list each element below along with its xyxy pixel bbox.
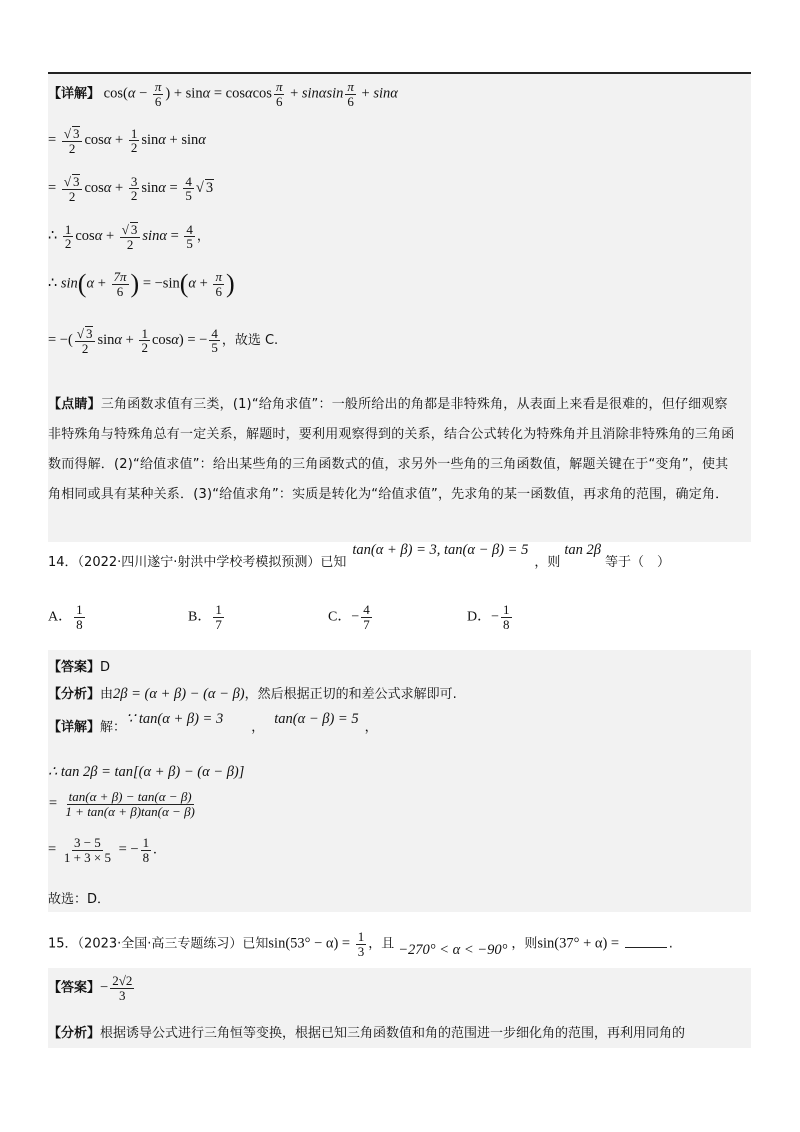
question-15-stem: 15．（2023·全国·高三专题练习）已知sin(53° − α) = $\frac{1}{3}$ ，且 −270° < α < −90° ，则sin(37° + α) = . [48, 929, 673, 959]
option-d[interactable]: D．− $\frac{1}{8}$ [467, 602, 510, 632]
question-14-stem: 14．（2022·四川遂宁·射洪中学校考模拟预测）已知tan(α + β) = 3, tan(α − β) = 5，则tan 2β等于（ ） [48, 542, 671, 570]
detail-line-6: = −( $\frac{√ 3}{2}$ sinα + $\frac{1}{2}$ cosα) = − $\frac{4}{5}$ ，故选 C. [48, 325, 279, 356]
question-source: （2022·四川遂宁·射洪中学校考模拟预测）已知 [77, 555, 347, 570]
key-point-label: 【点睛】 [48, 397, 101, 412]
conclusion-line: 故选：D． [48, 892, 111, 907]
question-source: （2023·全国·高三专题练习）已知 [77, 936, 269, 952]
solution-13-block [48, 74, 751, 542]
option-a[interactable]: A． $\frac{1}{8}$ [48, 602, 83, 632]
answer-blank[interactable] [625, 935, 667, 948]
analysis-line: 【分析】根据诱导公式进行三角恒等变换，根据已知三角函数值和角的范围进一步细化角的范围，再利用同角的 [48, 1026, 686, 1041]
answer-value: D [100, 660, 111, 675]
key-point-paragraph [48, 390, 738, 510]
analysis-line: 【分析】由2β = (α + β) − (α − β)，然后根据正切的和差公式求解即可. [48, 686, 457, 702]
detail-line-5: ∴ sin(α + $\frac{7\pi}{6}$ ) = −sin(α + $\frac{\pi}{6}$ ) [48, 269, 235, 299]
step-1: ∴ tan 2β = tan[(α + β) − (α − β)] [48, 764, 245, 780]
step-3: = $\frac{3 - 5}{1 + 3 \times 5}$ = − $\frac{1}{8}$ . [48, 835, 157, 865]
question-target: tan 2β [564, 542, 601, 558]
solution-14-block [48, 650, 751, 912]
question-condition: tan(α + β) = 3, tan(α − β) = 5 [352, 542, 529, 558]
key-point-text: 三角函数求值有三类，(1)“给角求值”：一般所给出的角都是非特殊角，从表面上来看是很难的，但仔细观察非特殊角与特殊角总有一定关系，解题时，要利用观察得到的关系，结合公式转化为特殊角并且消除非特殊角的三角函数而得解．(2)“给值求值”：给出某些角的三角函数式的值，求另外一些角的三角函数值，解题关键在于“变角”，使其角相同或具有某种关系．(3)“给值求角”：实质是转化为“给值求值”，先求角的某一函数值，再求角的范围，确定角． [48, 397, 735, 502]
solution-15-block [48, 968, 751, 1048]
question-number: 15． [48, 936, 78, 952]
step-2: = $\frac{\tan(\alpha + \beta) - \tan(\alpha - \beta)}{1 + \tan(\alpha + \beta)\tan(\alpha - \beta)}$ [48, 789, 195, 819]
detail-line-4: ∴ $\frac{1}{2}$ cosα + $\frac{√ 3}{2}$ sinα = $\frac{4}{5}$ ， [48, 221, 210, 252]
option-b[interactable]: B． $\frac{1}{7}$ [188, 602, 222, 632]
answer-line: 【答案】− $\frac{2√2}{3}$ [48, 973, 133, 1003]
question-number: 14． [48, 555, 78, 570]
detail-line-1: 【详解】 cos(α − $\frac{\pi}{6}$ ) + sinα = cosαcos $\frac{\pi}{6}$ + sinαsin $\frac{\pi}{6}$ + sinα [48, 79, 398, 109]
answer-line: 【答案】D [48, 660, 111, 675]
detail-line: 【详解】解：∵ tan(α + β) = 3，tan(α − β) = 5， [48, 711, 378, 735]
option-c[interactable]: C．− $\frac{4}{7}$ [328, 602, 370, 632]
detail-line-2: = $\frac{√ 3}{2}$ cosα + $\frac{1}{2}$ sinα + sinα [48, 125, 206, 156]
detail-line-3: = $\frac{√ 3}{2}$ cosα + $\frac{3}{2}$ sinα = $\frac{4}{5}$ √ 3 [48, 173, 214, 204]
detail-label: 【详解】 [48, 86, 101, 102]
